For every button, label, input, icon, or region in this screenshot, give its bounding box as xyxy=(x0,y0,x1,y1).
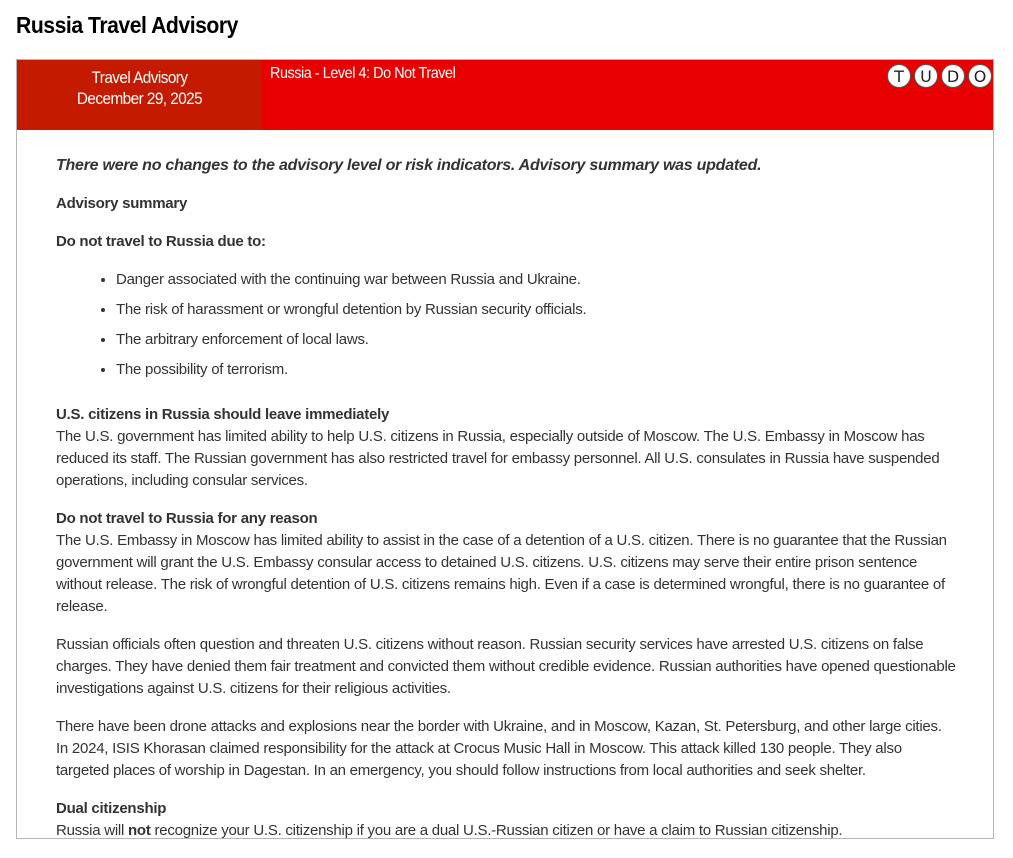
risk-indicator-o[interactable]: O xyxy=(968,64,992,88)
any-reason-body: The U.S. Embassy in Moscow has limited ability to assist in the case of a detention of a U.S. citizen. There is no guarantee that the Russian government will grant the U.S. Embassy consular access to detained U.S. citizens. U.S. citizens may serve their entire prison sentence without release. The risk of wrongful detention of U.S. citizens remains high. Even if a case is determined wrongful, there is no guarantee of release. xyxy=(56,532,947,615)
do-not-travel-heading: Do not travel to Russia due to: xyxy=(56,233,266,250)
risk-indicators xyxy=(887,64,992,88)
list-item: • The possibility of terrorism. xyxy=(116,359,956,381)
dual-citizenship-heading: Dual citizenship xyxy=(56,800,167,817)
leave-body: The U.S. government has limited ability to help U.S. citizens in Russia, especially outside of Moscow. The U.S. Embassy in Moscow has reduced its staff. The Russian government has also restricted travel for embassy personnel. All U.S. consulates in Russia have suspended operations, including consular services. xyxy=(56,428,940,489)
advisory-box xyxy=(16,59,994,839)
advisory-date: December 29, 2025 xyxy=(76,89,203,108)
list-item: • The arbitrary enforcement of local laws. xyxy=(116,329,956,351)
advisory-content xyxy=(56,155,956,858)
dual-citizenship-body xyxy=(56,820,956,842)
update-note: There were no changes to the advisory level or risk indicators. Advisory summary was updated. xyxy=(56,157,762,174)
page-title: Russia Travel Advisory xyxy=(16,12,238,38)
risk-indicator-t[interactable]: T xyxy=(887,64,911,88)
leave-section xyxy=(56,404,956,492)
dual-body-emphasis: not xyxy=(128,822,151,839)
advisory-date-panel xyxy=(17,60,262,130)
dual-body-before: Russia will xyxy=(56,822,129,839)
advisory-level: Russia - Level 4: Do Not Travel xyxy=(270,65,456,82)
leave-heading: U.S. citizens in Russia should leave immediately xyxy=(56,406,390,423)
summary-heading: Advisory summary xyxy=(56,195,188,212)
drone-paragraph: There have been drone attacks and explosions near the border with Ukraine, and in Moscow, Kazan, St. Petersburg, and other large cities. In 2024, ISIS Khorasan claimed responsibility for the attack at Crocus Music Hall in Moscow. This attack killed 130 people. They also targeted places of worship in Dagestan. In an emergency, you should follow instructions from local authorities and seek shelter. xyxy=(56,718,942,779)
dual-citizenship-section xyxy=(56,798,956,842)
list-item: • Danger associated with the continuing war between Russia and Ukraine. xyxy=(116,269,956,291)
reasons-list xyxy=(56,269,956,381)
dual-body-after: recognize your U.S. citizenship if you are a dual U.S.-Russian citizen or have a claim to Russian citizenship. xyxy=(150,822,843,839)
risk-indicator-d[interactable]: D xyxy=(941,64,965,88)
advisory-label: Travel Advisory xyxy=(91,68,188,87)
officials-paragraph: Russian officials often question and threaten U.S. citizens without reason. Russian security services have arrested U.S. citizens on false charges. They have denied them fair treatment and convicted them without credible evidence. Russian authorities have opened questionable investigations against U.S. citizens for their religious activities. xyxy=(56,636,956,697)
risk-indicator-u[interactable]: U xyxy=(914,64,938,88)
list-item: • The risk of harassment or wrongful detention by Russian security officials. xyxy=(116,299,956,321)
any-reason-heading: Do not travel to Russia for any reason xyxy=(56,510,318,527)
any-reason-section xyxy=(56,508,956,618)
advisory-banner xyxy=(17,60,993,130)
